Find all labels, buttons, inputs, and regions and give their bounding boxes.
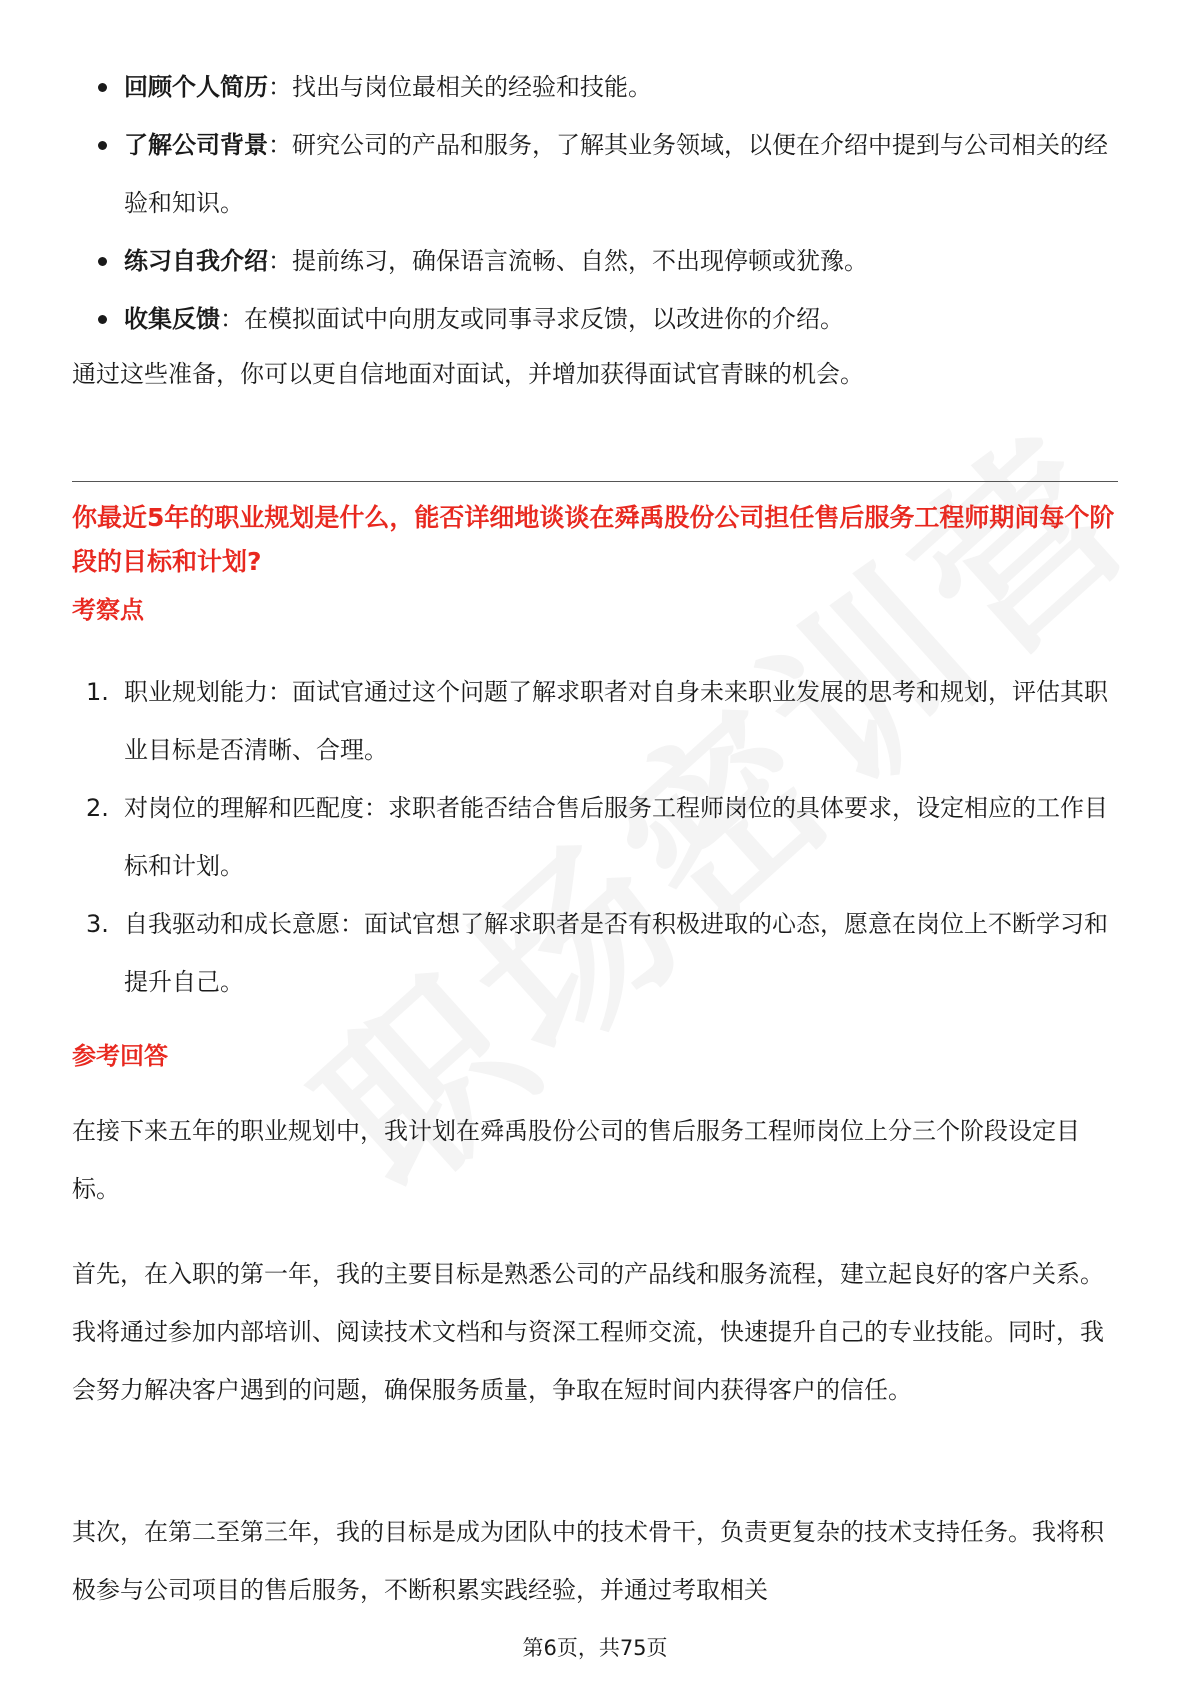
points-heading: 考察点 — [72, 596, 144, 624]
list-item — [72, 58, 1118, 116]
bullet-dot-icon — [98, 315, 107, 324]
list-item — [72, 779, 1118, 895]
list-item — [72, 895, 1118, 1011]
list-item — [72, 290, 1118, 348]
bullet-text: ：提前练习，确保语言流畅、自然，不出现停顿或犹豫。 — [268, 247, 868, 275]
page-number: 第6页，共75页 — [522, 1636, 668, 1660]
answer-paragraph: 首先，在入职的第一年，我的主要目标是熟悉公司的产品线和服务流程，建立起良好的客户关系。我将通过参加内部培训、阅读技术文档和与资深工程师交流，快速提升自己的专业技能。同时，我会努力解决客户遇到的问题，确保服务质量，争取在短时间内获得客户的信任。 — [72, 1260, 1104, 1404]
item-number: 1. — [86, 678, 109, 706]
prep-bullet-list — [72, 58, 1118, 348]
bullet-dot-icon — [98, 257, 107, 266]
list-item — [72, 116, 1118, 232]
points-list — [72, 663, 1118, 1011]
point-text: 职业规划能力：面试官通过这个问题了解求职者对自身未来职业发展的思考和规划，评估其职业目标是否清晰、合理。 — [124, 678, 1108, 764]
list-item — [72, 663, 1118, 779]
list-item — [72, 232, 1118, 290]
bullet-text: ：研究公司的产品和服务，了解其业务领域，以便在介绍中提到与公司相关的经验和知识。 — [124, 131, 1108, 217]
bullet-term: 练习自我介绍 — [124, 247, 268, 275]
summary-paragraph: 通过这些准备，你可以更自信地面对面试，并增加获得面试官青睐的机会。 — [72, 360, 864, 388]
point-text: 对岗位的理解和匹配度：求职者能否结合售后服务工程师岗位的具体要求，设定相应的工作目标和计划。 — [124, 794, 1108, 880]
item-number: 3. — [86, 910, 109, 938]
answer-paragraph: 其次，在第二至第三年，我的目标是成为团队中的技术骨干，负责更复杂的技术支持任务。我将积极参与公司项目的售后服务，不断积累实践经验，并通过考取相关 — [72, 1518, 1104, 1604]
bullet-term: 回顾个人简历 — [124, 73, 268, 101]
item-number: 2. — [86, 794, 109, 822]
bullet-dot-icon — [98, 83, 107, 92]
point-text: 自我驱动和成长意愿：面试官想了解求职者是否有积极进取的心态，愿意在岗位上不断学习和提升自己。 — [124, 910, 1108, 996]
bullet-dot-icon — [98, 141, 107, 150]
bullet-text: ：在模拟面试中向朋友或同事寻求反馈，以改进你的介绍。 — [220, 305, 844, 333]
bullet-text: ：找出与岗位最相关的经验和技能。 — [268, 73, 652, 101]
section-divider — [72, 481, 1118, 482]
answer-heading: 参考回答 — [72, 1042, 168, 1070]
answer-paragraph: 在接下来五年的职业规划中，我计划在舜禹股份公司的售后服务工程师岗位上分三个阶段设定目标。 — [72, 1117, 1080, 1203]
interview-question: 你最近5年的职业规划是什么，能否详细地谈谈在舜禹股份公司担任售后服务工程师期间每个阶段的目标和计划? — [72, 503, 1115, 576]
bullet-term: 了解公司背景 — [124, 131, 268, 159]
bullet-term: 收集反馈 — [124, 305, 220, 333]
